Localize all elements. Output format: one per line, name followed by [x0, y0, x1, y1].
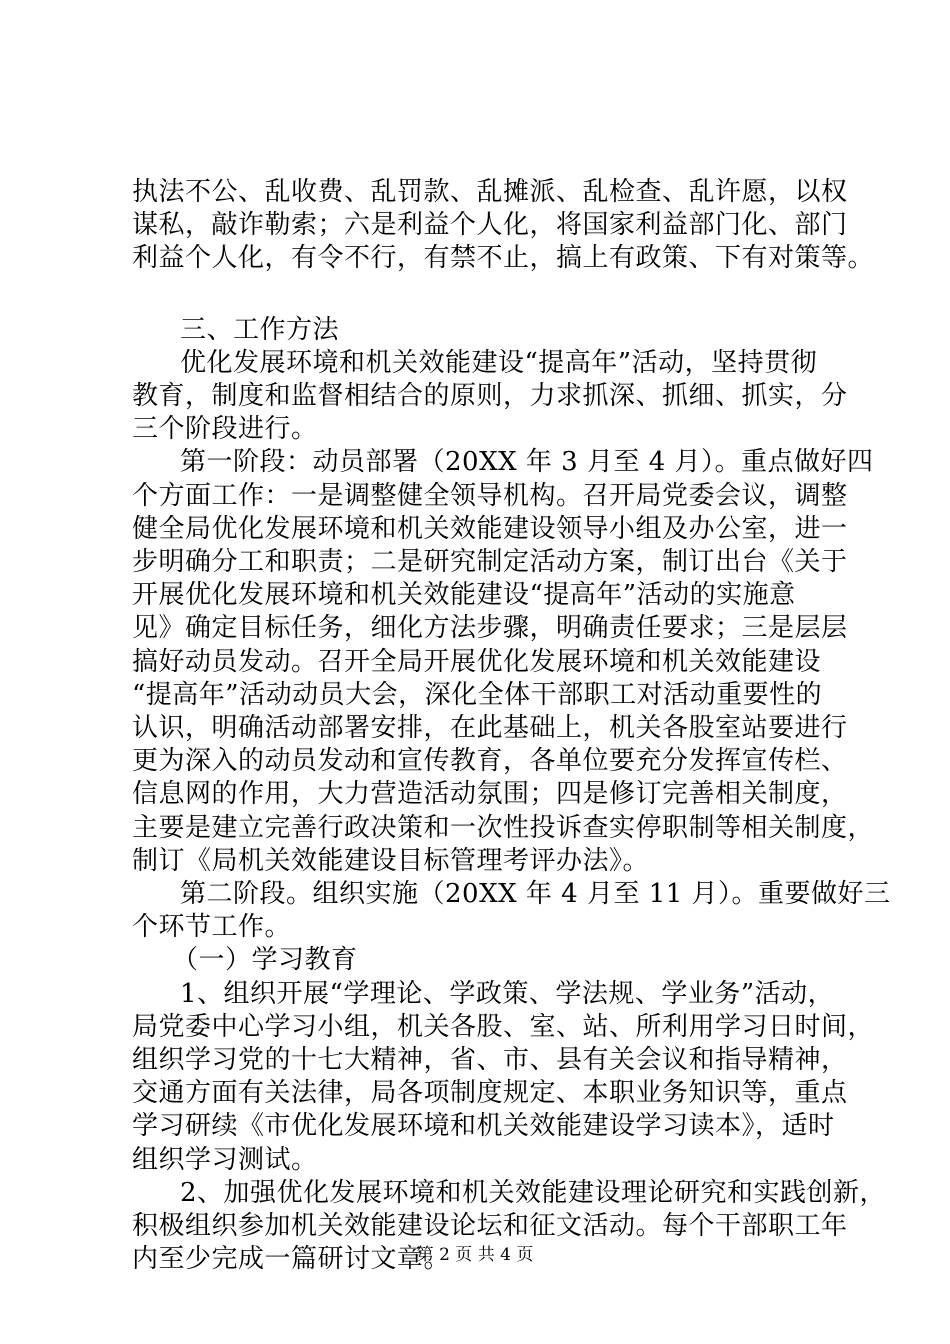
body-line: 信息网的作用，大力营造活动氛围；四是修订完善相关制度，: [132, 779, 848, 809]
body-line: 步明确分工和职责；二是研究制定活动方案，制订出台《关于: [132, 547, 848, 577]
body-line: 见》确定目标任务，细化方法步骤，明确责任要求；三是层层: [132, 613, 848, 643]
body-line: 第一阶段：动员部署（20XX 年 3 月至 4 月）。重点做好四: [180, 447, 874, 477]
body-line: “提高年”活动动员大会，深化全体干部职工对活动重要性的: [132, 680, 823, 710]
body-line: 2、加强优化发展环境和机关效能建设理论研究和实践创新，: [180, 1178, 887, 1208]
body-line: 更为深入的动员发动和宣传教育，各单位要充分发挥宣传栏、: [132, 746, 848, 776]
body-line: 搞好动员发动。召开全局开展优化发展环境和机关效能建设: [132, 647, 822, 677]
body-line: 三个阶段进行。: [132, 414, 318, 444]
body-line: 主要是建立完善行政决策和一次性投诉查实停职制等相关制度，: [132, 813, 875, 843]
body-line: 个环节工作。: [132, 912, 292, 942]
page-number: 第 2 页 共 4 页: [416, 1245, 534, 1265]
body-line: 健全局优化发展环境和机关效能建设领导小组及办公室，进一: [132, 514, 848, 544]
body-line: 学习研续《市优化发展环境和机关效能建设学习读本》，适时: [132, 1111, 835, 1141]
body-line: 1、组织开展“学理论、学政策、学法规、学业务”活动，: [180, 979, 835, 1009]
body-line: 教育，制度和监督相结合的原则，力求抓深、抓细、抓实，分: [132, 381, 848, 411]
body-line: 内至少完成一篇研讨文章。: [132, 1244, 451, 1274]
body-line: 交通方面有关法律，局各项制度规定、本职业务知识等，重点: [132, 1078, 848, 1108]
body-line: 谋私，敲诈勒索；六是利益个人化，将国家利益部门化、部门: [132, 210, 848, 240]
body-line: 优化发展环境和机关效能建设“提高年”活动，坚持贯彻: [180, 348, 818, 378]
body-line: 第二阶段。组织实施（20XX 年 4 月至 11 月）。重要做好三: [180, 879, 891, 909]
subsection-heading: （一）学习教育: [172, 945, 358, 975]
section-heading: 三、工作方法: [180, 315, 340, 345]
body-line: 组织学习党的十七大精神，省、市、县有关会议和指导精神，: [132, 1045, 848, 1075]
body-line: 制订《局机关效能建设目标管理考评办法》。: [132, 846, 650, 876]
body-line: 组织学习测试。: [132, 1145, 318, 1175]
body-line: 开展优化发展环境和机关效能建设“提高年”活动的实施意: [132, 580, 796, 610]
body-line: 积极组织参加机关效能建设论坛和征文活动。每个干部职工年: [132, 1211, 848, 1241]
body-line: 利益个人化，有令不行，有禁不止，搞上有政策、下有对策等。: [132, 243, 875, 273]
body-line: 执法不公、乱收费、乱罚款、乱摊派、乱检查、乱许愿，以权: [132, 177, 848, 207]
body-line: 个方面工作：一是调整健全领导机构。召开局党委会议，调整: [132, 481, 848, 511]
body-line: 局党委中心学习小组，机关各股、室、站、所利用学习日时间，: [132, 1012, 875, 1042]
body-line: 认识，明确活动部署安排，在此基础上，机关各股室站要进行: [132, 713, 848, 743]
